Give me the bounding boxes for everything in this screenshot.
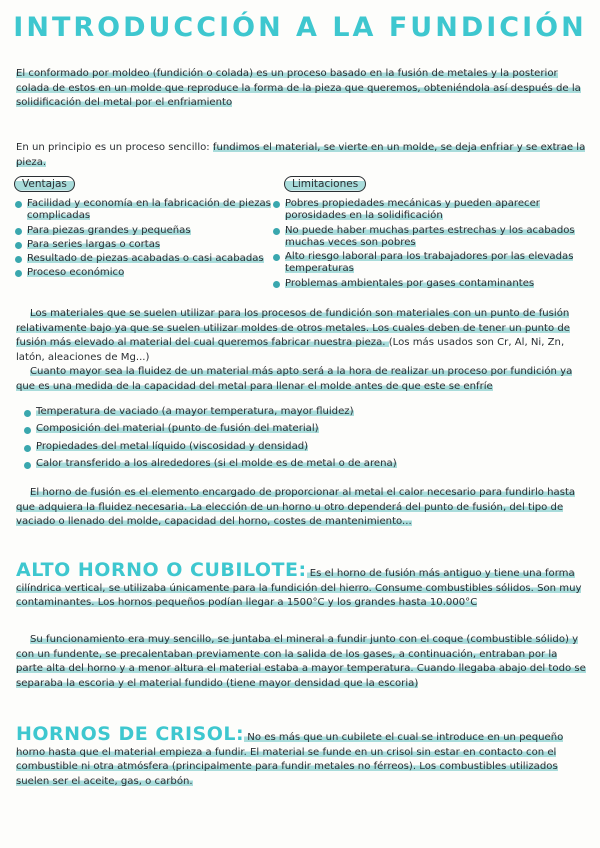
- bullet-icon: [24, 462, 31, 469]
- horno-paragraph: [16, 486, 586, 530]
- intro-text: El conformado por moldeo (fundición o colada) es un proceso basado en la fusión de metales y la posterior colada de estos en un molde que reproduce la forma de la pieza que queremos, obteniéndola así después de la solidificación del metal por el enfriamiento: [16, 68, 581, 109]
- list-item: Para series largas o cortas: [14, 239, 299, 251]
- list-item: No puede haber muchas partes estrechas y los acabados muchas veces son pobres: [272, 225, 590, 250]
- bullet-icon: [24, 445, 31, 452]
- crisol-section: [16, 723, 586, 789]
- list-item: Composición del material (punto de fusión del material): [16, 423, 576, 435]
- bullet-icon: [15, 270, 22, 277]
- list-item: Alto riesgo laboral para los trabajadores por las elevadas temperaturas: [272, 251, 590, 276]
- bullet-icon: [273, 281, 280, 288]
- crisol-text: No es más que un cubilete el cual se introduce en un pequeño horno hasta que el material empieza a fundir. El material se funde en un crisol sin estar en contacto con el combustible ni otra atmósfera (principalmente para fundir metales no férreos). Los combustibles utilizados suelen ser el aceite, gas, o carbón.: [16, 732, 564, 787]
- factores-section: [16, 400, 576, 475]
- bullet-icon: [15, 242, 22, 249]
- list-item: Temperatura de vaciado (a mayor temperatura, mayor fluidez): [16, 406, 576, 418]
- page-title: INTRODUCCIÓN A LA FUNDICIÓN: [13, 12, 587, 43]
- funcionamiento-text: Su funcionamiento era muy sencillo, se juntaba el mineral a fundir junto con el coque (combustible sólido) y con un fundente, se precalentaban previamente con la salida de los gases, a continuación, entraban por la parte alta del horno y a menor altura el material estaba a mayor temperatura. Cuando llegaba abajo del todo se separaba la escoria y el material fundido (tiene mayor densidad que la escoria): [16, 634, 586, 689]
- factores-list: [16, 406, 576, 470]
- bullet-icon: [273, 254, 280, 261]
- bullet-icon: [24, 410, 31, 417]
- ventajas-section: [14, 176, 299, 282]
- bullet-icon: [15, 228, 22, 235]
- alto-horno-text: Es el horno de fusión más antiguo y tiene una forma cilíndrica vertical, se utilizaba únicamente para la fundición del hierro. Consume combustibles sólidos. Son muy contaminantes. Los hornos pequeños podían llegar a 1500°C y los grandes hasta 10.000°C: [16, 568, 582, 609]
- ventajas-label: Ventajas: [14, 176, 75, 192]
- intro-process: [16, 141, 586, 170]
- materiales-examples: (Los más usados son Cr, Al, Ni, Zn, latón, aleaciones de Mg...): [16, 337, 565, 363]
- alto-horno-section: [16, 559, 586, 611]
- list-item: Pobres propiedades mecánicas y pueden aparecer porosidades en la solidificación: [272, 198, 590, 223]
- limitaciones-label: Limitaciones: [284, 176, 366, 192]
- bullet-icon: [15, 256, 22, 263]
- materiales-text: Los materiales que se suelen utilizar para los procesos de fundición son materiales con un punto de fusión relativamente bajo ya que se suelen utilizar moldes de otros metales. Los cuales deben de tener un punto de fusión más elevado al material del cual queremos fabricar nuestra pieza.: [16, 308, 570, 349]
- intro-process-lead: En un principio es un proceso sencillo:: [16, 142, 213, 153]
- bullet-icon: [273, 201, 280, 208]
- alto-horno-heading: ALTO HORNO O CUBILOTE:: [16, 559, 307, 581]
- intro-process-steps: fundimos el material, se vierte en un molde, se deja enfriar y se extrae la pieza.: [16, 142, 586, 168]
- bullet-icon: [273, 228, 280, 235]
- limitaciones-section: [272, 176, 590, 292]
- list-item: Resultado de piezas acabadas o casi acabadas: [14, 253, 299, 265]
- horno-text: El horno de fusión es el elemento encargado de proporcionar al metal el calor necesario para fundirlo hasta que adquiera la fluidez necesaria. La elección de un horno u otro dependerá del punto de fusión, del tipo de vaciado o llenado del molde, capacidad del horno, costes de mantenimiento...: [16, 487, 576, 528]
- list-item: Proceso económico: [14, 267, 299, 279]
- alto-horno-funcionamiento: [16, 633, 586, 691]
- fluidez-paragraph: [16, 365, 586, 394]
- list-item: Propiedades del metal líquido (viscosidad y densidad): [16, 441, 576, 453]
- intro-paragraph: [16, 67, 586, 111]
- limitaciones-list: [272, 198, 590, 290]
- fluidez-text: Cuanto mayor sea la fluidez de un material más apto será a la hora de realizar un proceso por fundición ya que es una medida de la capacidad del metal para llenar el molde antes de que este se enfríe: [16, 366, 573, 392]
- list-item: Facilidad y economía en la fabricación de piezas complicadas: [14, 198, 299, 223]
- materiales-paragraph: [16, 307, 586, 365]
- list-item: Para piezas grandes y pequeñas: [14, 225, 299, 237]
- list-item: Calor transferido a los alrededores (si el molde es de metal o de arena): [16, 458, 576, 470]
- bullet-icon: [24, 427, 31, 434]
- bullet-icon: [15, 201, 22, 208]
- ventajas-list: [14, 198, 299, 280]
- list-item: Problemas ambientales por gases contaminantes: [272, 278, 590, 290]
- crisol-heading: HORNOS DE CRISOL:: [16, 723, 245, 745]
